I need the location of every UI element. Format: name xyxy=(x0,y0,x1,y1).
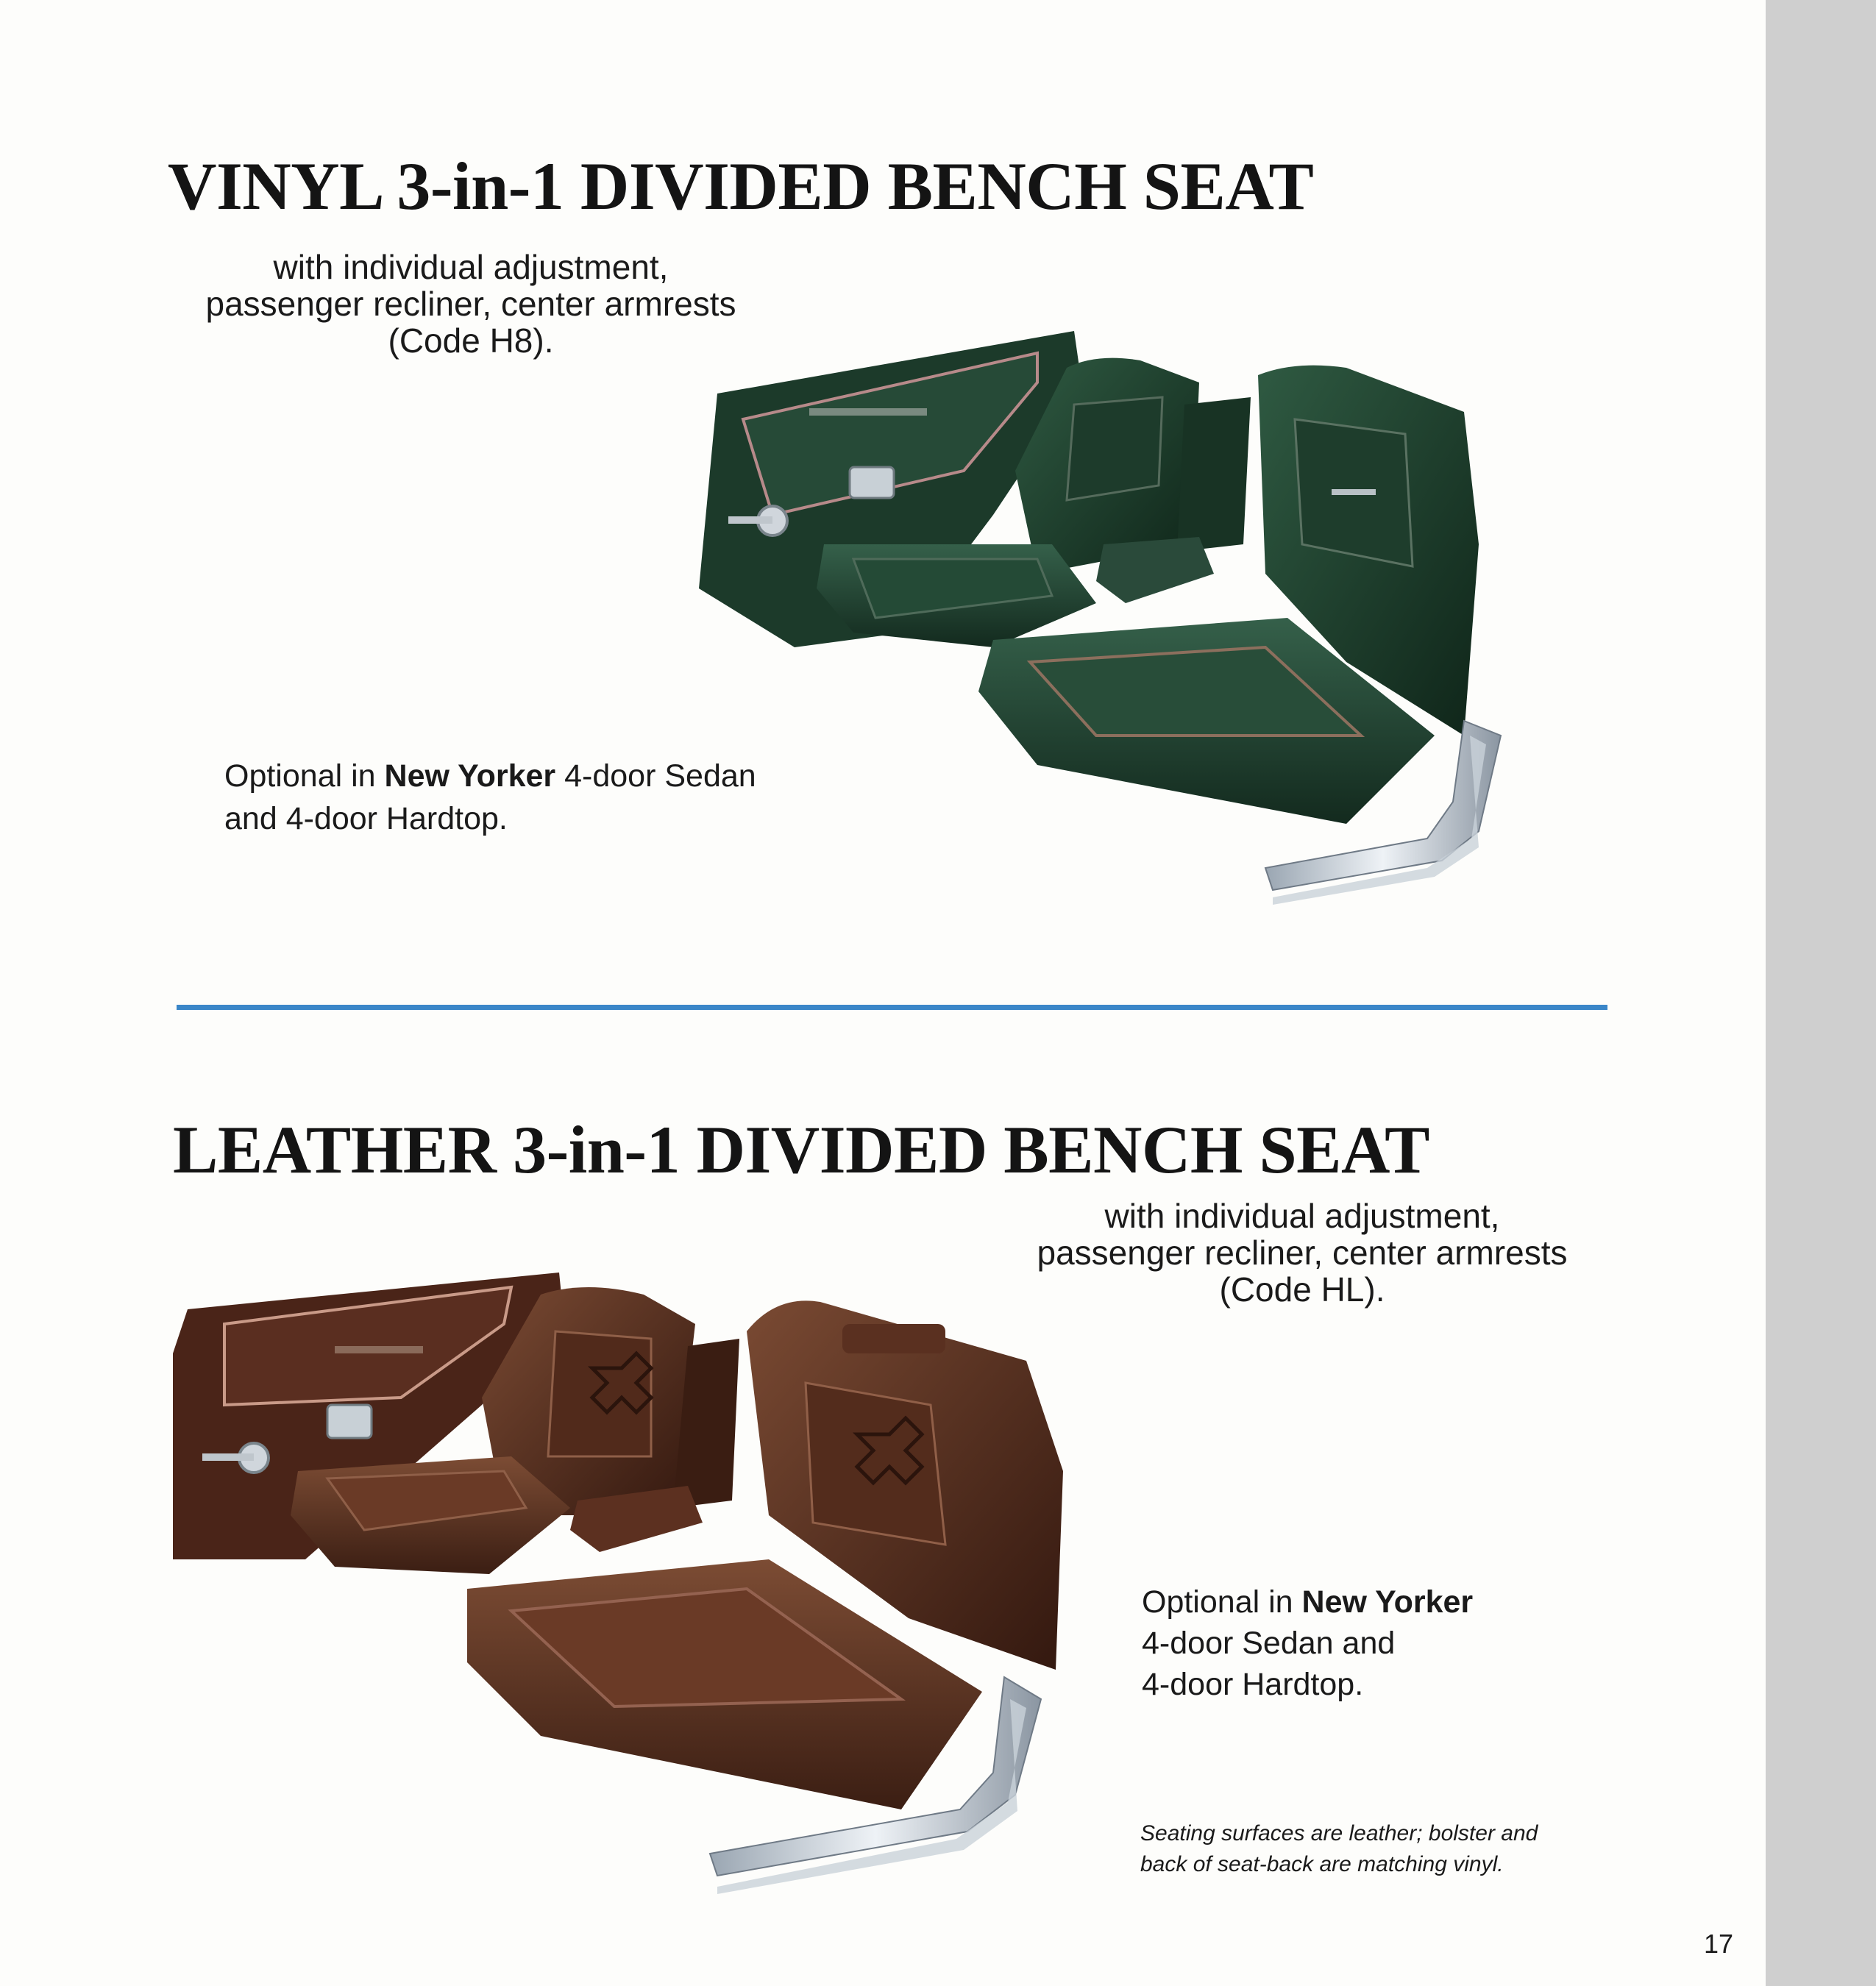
page-number: 17 xyxy=(1704,1929,1734,1959)
leather-availability-line-3: 4-door Hardtop. xyxy=(1142,1667,1364,1702)
leather-seat-title: LEATHER 3-in-1 DIVIDED BENCH SEAT xyxy=(173,1112,1429,1187)
right-margin xyxy=(1766,0,1876,1986)
vinyl-availability-suffix: 4-door Sedan xyxy=(555,758,756,794)
leather-subtitle-line-2: passenger recliner, center armrests xyxy=(1037,1234,1568,1272)
vinyl-availability-note xyxy=(224,755,756,840)
leather-availability-prefix: Optional in xyxy=(1142,1584,1302,1620)
vinyl-availability-prefix: Optional in xyxy=(224,758,385,794)
leather-footnote xyxy=(1140,1818,1538,1880)
vinyl-subtitle-line-2: passenger recliner, center armrests xyxy=(205,285,736,323)
vinyl-seat-title: VINYL 3-in-1 DIVIDED BENCH SEAT xyxy=(168,149,1314,224)
leather-footnote-line-2: back of seat-back are matching vinyl. xyxy=(1140,1852,1504,1876)
vinyl-availability-model: New Yorker xyxy=(384,758,556,794)
vinyl-availability-line-2: and 4-door Hardtop. xyxy=(224,801,508,836)
leather-availability-note xyxy=(1142,1581,1473,1705)
leather-availability-line-2: 4-door Sedan and xyxy=(1142,1626,1396,1661)
vinyl-subtitle-line-3: (Code H8). xyxy=(388,321,554,360)
vinyl-availability-line-1 xyxy=(224,755,756,797)
vinyl-bench-seat-illustration xyxy=(684,324,1611,986)
section-divider xyxy=(177,1005,1607,1010)
vinyl-subtitle-line-1: with individual adjustment, xyxy=(273,248,669,286)
leather-availability-model: New Yorker xyxy=(1301,1584,1474,1620)
leather-availability-line-1 xyxy=(1142,1581,1473,1623)
leather-bench-seat-illustration xyxy=(158,1265,1115,1912)
leather-subtitle-line-1: with individual adjustment, xyxy=(1104,1197,1500,1235)
leather-subtitle-line-3: (Code HL). xyxy=(1219,1270,1385,1309)
leather-footnote-line-1: Seating surfaces are leather; bolster and xyxy=(1140,1821,1538,1846)
